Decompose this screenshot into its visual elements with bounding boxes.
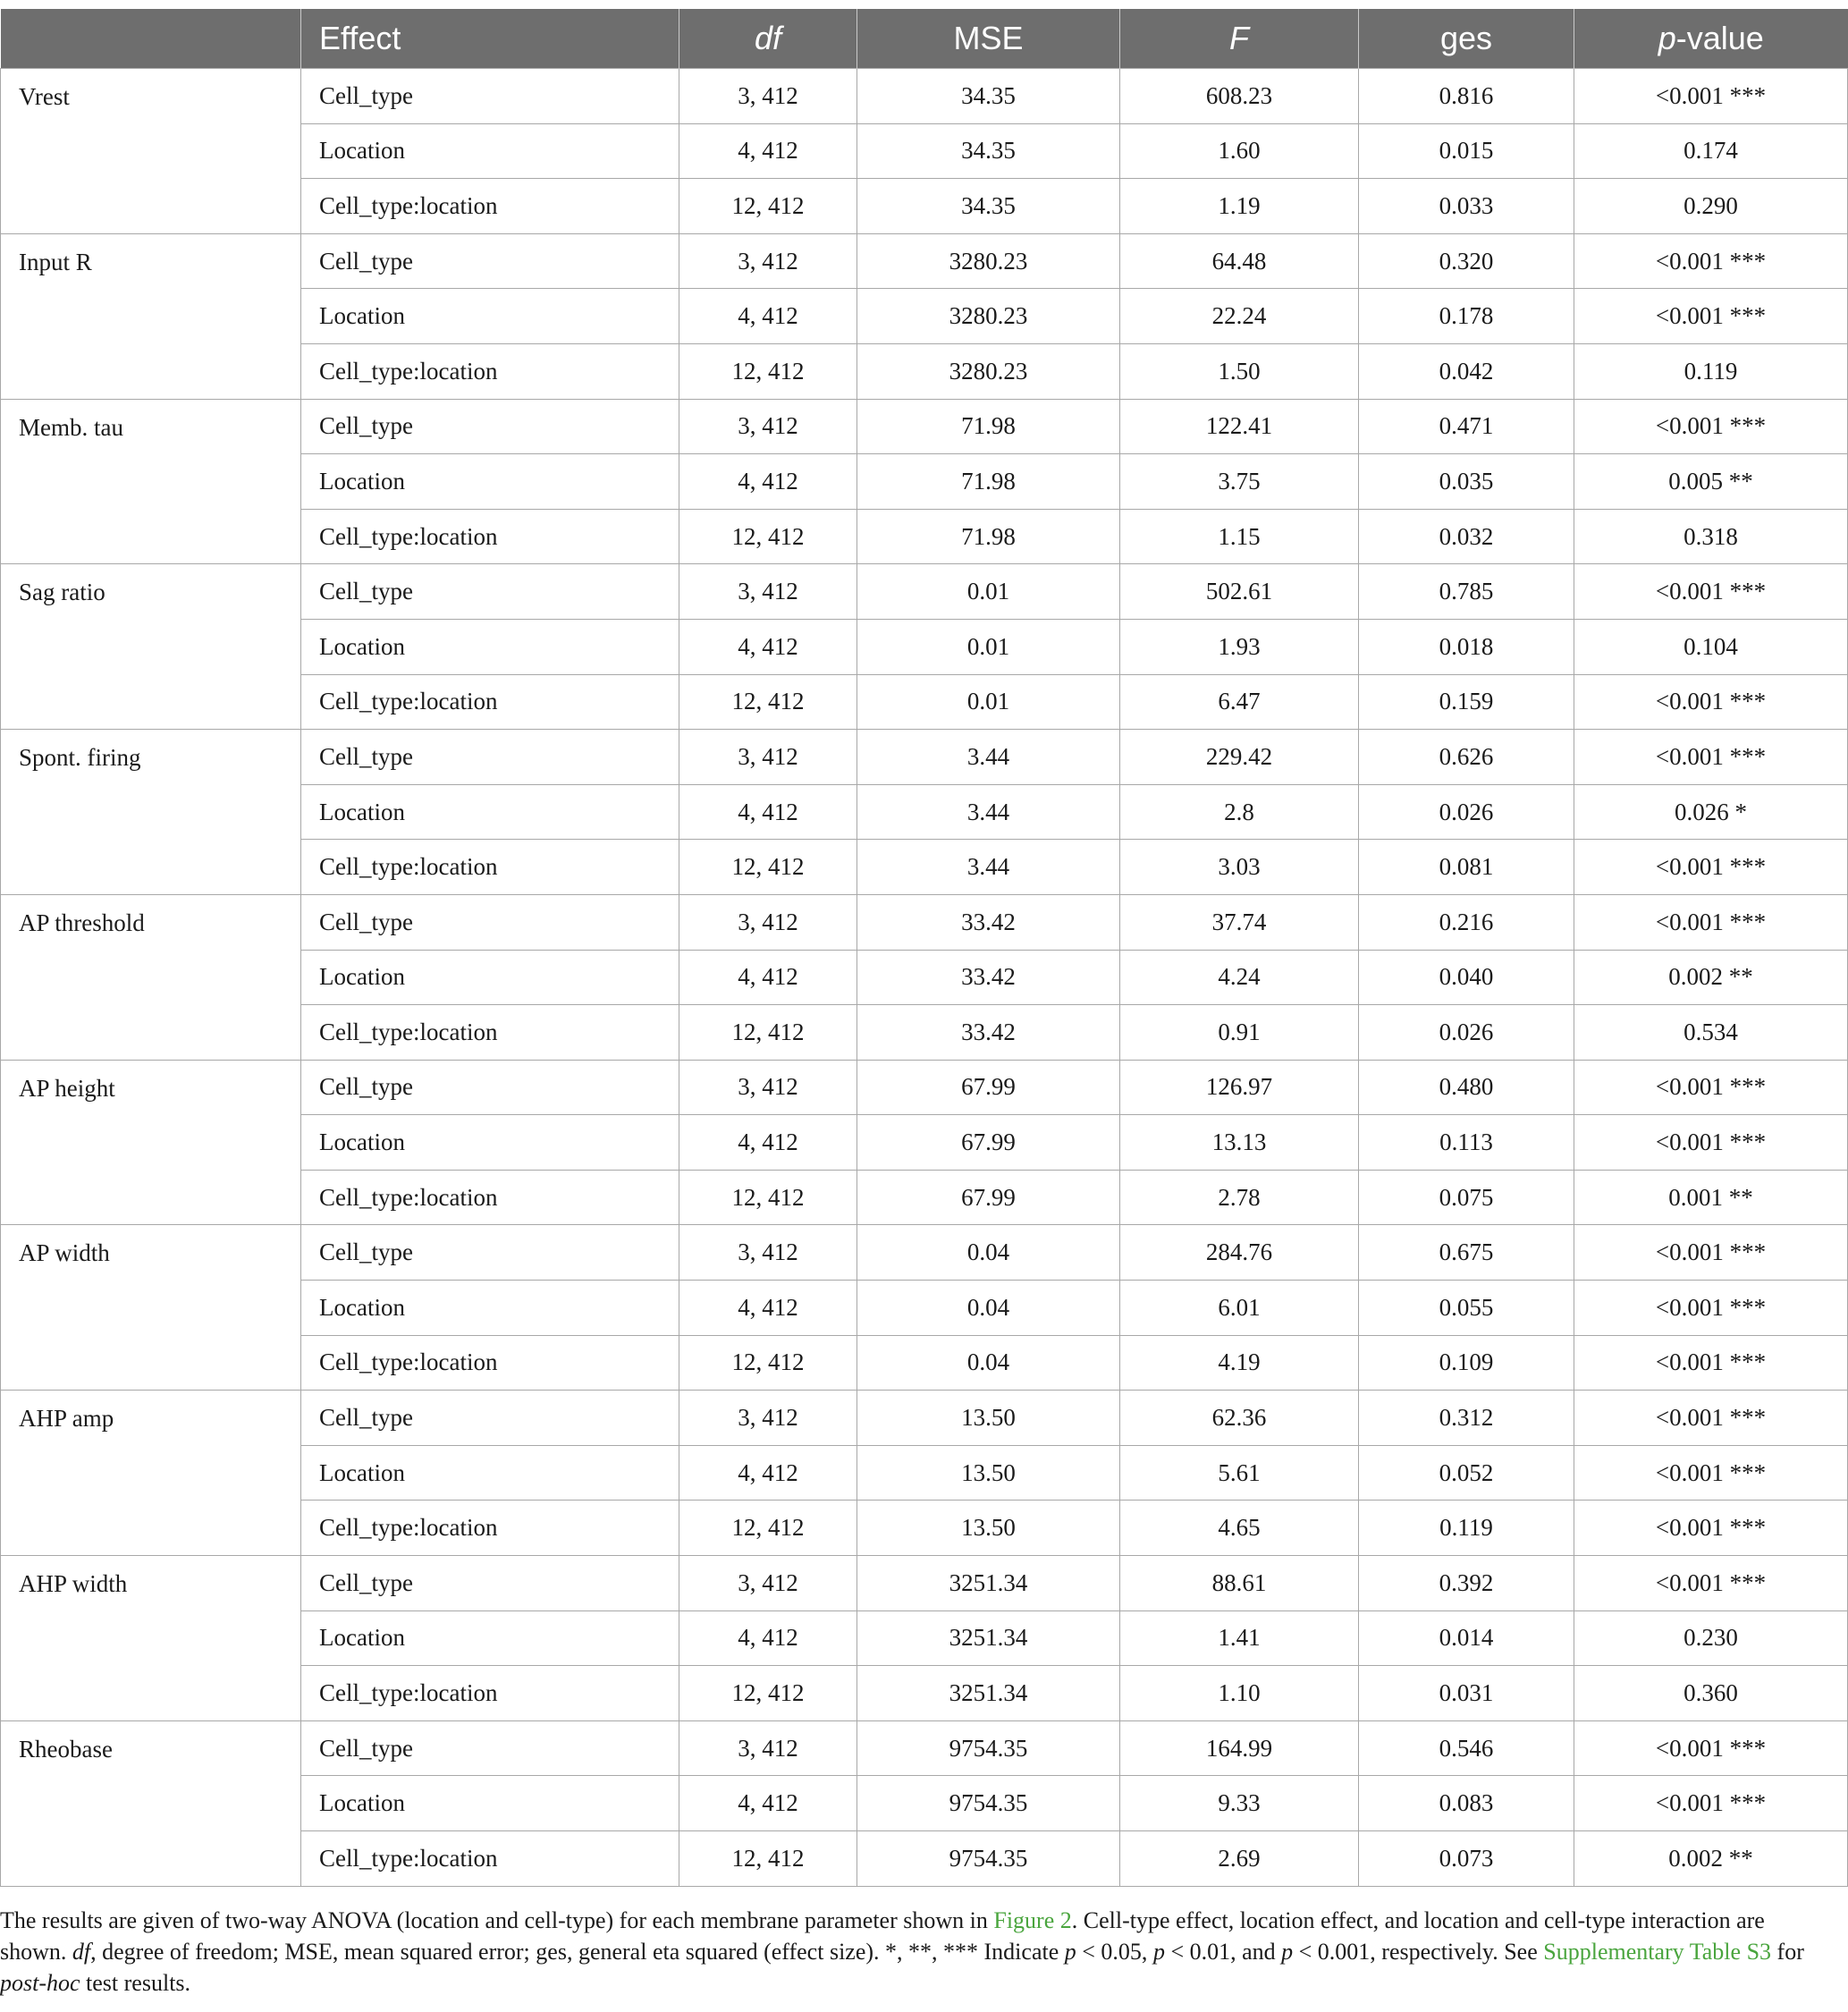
- effect-cell: Location: [301, 950, 679, 1005]
- mse-cell: 3.44: [857, 840, 1120, 895]
- f-cell: 13.13: [1120, 1115, 1359, 1171]
- table-row: [1, 69, 1848, 124]
- ges-cell: 0.026: [1359, 784, 1574, 840]
- mse-cell: 3280.23: [857, 233, 1120, 289]
- p-value-cell: 0.002 **: [1574, 950, 1848, 1005]
- df-cell: 12, 412: [679, 1831, 857, 1887]
- ges-cell: 0.042: [1359, 343, 1574, 399]
- f-cell: 0.91: [1120, 1005, 1359, 1061]
- f-cell: 3.75: [1120, 454, 1359, 510]
- effect-cell: Cell_type: [301, 1391, 679, 1446]
- df-cell: 12, 412: [679, 1501, 857, 1556]
- f-cell: 122.41: [1120, 399, 1359, 454]
- mse-cell: 34.35: [857, 123, 1120, 179]
- header-p-suffix: -value: [1675, 20, 1764, 56]
- f-cell: 1.93: [1120, 619, 1359, 674]
- effect-cell: Cell_type:location: [301, 1335, 679, 1391]
- table-row: [1, 1556, 1848, 1611]
- mse-cell: 71.98: [857, 509, 1120, 564]
- effect-cell: Cell_type:location: [301, 1501, 679, 1556]
- header-f: [1120, 9, 1359, 69]
- mse-cell: 3280.23: [857, 289, 1120, 344]
- df-cell: 3, 412: [679, 894, 857, 950]
- df-cell: 12, 412: [679, 1335, 857, 1391]
- f-cell: 2.8: [1120, 784, 1359, 840]
- p-value-cell: <0.001 ***: [1574, 564, 1848, 620]
- ges-cell: 0.113: [1359, 1115, 1574, 1171]
- df-cell: 3, 412: [679, 399, 857, 454]
- effect-cell: Cell_type: [301, 69, 679, 124]
- ges-cell: 0.015: [1359, 123, 1574, 179]
- p-value-cell: 0.360: [1574, 1666, 1848, 1721]
- f-cell: 1.15: [1120, 509, 1359, 564]
- mse-cell: 9754.35: [857, 1720, 1120, 1776]
- p-value-cell: <0.001 ***: [1574, 1445, 1848, 1501]
- parameter-cell: AHP amp: [1, 1391, 301, 1556]
- df-cell: 12, 412: [679, 1666, 857, 1721]
- df-cell: 3, 412: [679, 69, 857, 124]
- effect-cell: Cell_type: [301, 894, 679, 950]
- parameter-cell: AHP width: [1, 1556, 301, 1721]
- df-cell: 4, 412: [679, 1776, 857, 1831]
- df-cell: 12, 412: [679, 1170, 857, 1225]
- mse-cell: 3.44: [857, 784, 1120, 840]
- caption-italic: p: [1064, 1939, 1076, 1965]
- f-cell: 4.24: [1120, 950, 1359, 1005]
- effect-cell: Location: [301, 1445, 679, 1501]
- df-cell: 12, 412: [679, 509, 857, 564]
- caption-text: for: [1771, 1939, 1804, 1965]
- f-cell: 2.69: [1120, 1831, 1359, 1887]
- p-value-cell: <0.001 ***: [1574, 730, 1848, 785]
- mse-cell: 9754.35: [857, 1776, 1120, 1831]
- caption-italic: post-hoc: [0, 1970, 80, 1996]
- ges-cell: 0.178: [1359, 289, 1574, 344]
- caption-text: test results.: [80, 1970, 191, 1996]
- df-cell: 4, 412: [679, 1610, 857, 1666]
- effect-cell: Cell_type: [301, 1060, 679, 1115]
- p-value-cell: 0.104: [1574, 619, 1848, 674]
- ges-cell: 0.159: [1359, 674, 1574, 730]
- p-value-cell: <0.001 ***: [1574, 674, 1848, 730]
- table-row: [1, 730, 1848, 785]
- ges-cell: 0.052: [1359, 1445, 1574, 1501]
- effect-cell: Cell_type:location: [301, 179, 679, 234]
- mse-cell: 3.44: [857, 730, 1120, 785]
- caption-text: , degree of freedom; MSE, mean squared error; ges, general eta squared (effect size). *, **, *** Indicate: [90, 1939, 1065, 1965]
- header-mse-label: MSE: [953, 20, 1024, 56]
- p-value-cell: 0.001 **: [1574, 1170, 1848, 1225]
- mse-cell: 0.04: [857, 1225, 1120, 1281]
- p-value-cell: 0.005 **: [1574, 454, 1848, 510]
- p-value-cell: 0.002 **: [1574, 1831, 1848, 1887]
- f-cell: 608.23: [1120, 69, 1359, 124]
- df-cell: 3, 412: [679, 233, 857, 289]
- effect-cell: Cell_type: [301, 1556, 679, 1611]
- df-cell: 4, 412: [679, 1115, 857, 1171]
- ges-cell: 0.546: [1359, 1720, 1574, 1776]
- effect-cell: Location: [301, 1776, 679, 1831]
- mse-cell: 13.50: [857, 1445, 1120, 1501]
- p-value-cell: <0.001 ***: [1574, 1225, 1848, 1281]
- ges-cell: 0.040: [1359, 950, 1574, 1005]
- df-cell: 4, 412: [679, 1445, 857, 1501]
- effect-cell: Cell_type: [301, 564, 679, 620]
- ges-cell: 0.032: [1359, 509, 1574, 564]
- caption-italic: p: [1152, 1939, 1165, 1965]
- effect-cell: Cell_type:location: [301, 509, 679, 564]
- mse-cell: 0.01: [857, 619, 1120, 674]
- ges-cell: 0.031: [1359, 1666, 1574, 1721]
- effect-cell: Cell_type:location: [301, 674, 679, 730]
- table-row: [1, 1225, 1848, 1281]
- df-cell: 3, 412: [679, 1060, 857, 1115]
- mse-cell: 71.98: [857, 454, 1120, 510]
- header-effect: [301, 9, 679, 69]
- f-cell: 9.33: [1120, 1776, 1359, 1831]
- header-mse: [857, 9, 1120, 69]
- df-cell: 4, 412: [679, 454, 857, 510]
- ges-cell: 0.018: [1359, 619, 1574, 674]
- f-cell: 4.65: [1120, 1501, 1359, 1556]
- mse-cell: 3251.34: [857, 1610, 1120, 1666]
- caption-link[interactable]: Supplementary Table S3: [1543, 1939, 1772, 1965]
- header-f-label: F: [1229, 20, 1249, 56]
- df-cell: 4, 412: [679, 619, 857, 674]
- header-row: [1, 9, 1848, 69]
- f-cell: 64.48: [1120, 233, 1359, 289]
- f-cell: 6.01: [1120, 1281, 1359, 1336]
- df-cell: 4, 412: [679, 123, 857, 179]
- effect-cell: Cell_type: [301, 399, 679, 454]
- parameter-cell: AP width: [1, 1225, 301, 1391]
- caption-italic: df: [72, 1939, 91, 1965]
- parameter-cell: Memb. tau: [1, 399, 301, 564]
- effect-cell: Cell_type:location: [301, 1666, 679, 1721]
- mse-cell: 71.98: [857, 399, 1120, 454]
- ges-cell: 0.392: [1359, 1556, 1574, 1611]
- caption-text: < 0.001, respectively. See: [1293, 1939, 1544, 1965]
- df-cell: 12, 412: [679, 1005, 857, 1061]
- f-cell: 37.74: [1120, 894, 1359, 950]
- ges-cell: 0.033: [1359, 179, 1574, 234]
- parameter-cell: Rheobase: [1, 1720, 301, 1886]
- table-row: [1, 894, 1848, 950]
- caption-text: < 0.01, and: [1164, 1939, 1282, 1965]
- ges-cell: 0.119: [1359, 1501, 1574, 1556]
- parameter-cell: Sag ratio: [1, 564, 301, 730]
- effect-cell: Location: [301, 1281, 679, 1336]
- effect-cell: Cell_type:location: [301, 343, 679, 399]
- table-row: [1, 1391, 1848, 1446]
- f-cell: 22.24: [1120, 289, 1359, 344]
- effect-cell: Cell_type:location: [301, 1005, 679, 1061]
- f-cell: 3.03: [1120, 840, 1359, 895]
- mse-cell: 34.35: [857, 69, 1120, 124]
- p-value-cell: <0.001 ***: [1574, 1281, 1848, 1336]
- ges-cell: 0.014: [1359, 1610, 1574, 1666]
- ges-cell: 0.035: [1359, 454, 1574, 510]
- p-value-cell: <0.001 ***: [1574, 1720, 1848, 1776]
- ges-cell: 0.055: [1359, 1281, 1574, 1336]
- p-value-cell: 0.534: [1574, 1005, 1848, 1061]
- mse-cell: 0.01: [857, 564, 1120, 620]
- f-cell: 1.19: [1120, 179, 1359, 234]
- df-cell: 3, 412: [679, 1391, 857, 1446]
- effect-cell: Cell_type: [301, 1720, 679, 1776]
- f-cell: 284.76: [1120, 1225, 1359, 1281]
- mse-cell: 67.99: [857, 1170, 1120, 1225]
- p-value-cell: <0.001 ***: [1574, 894, 1848, 950]
- df-cell: 3, 412: [679, 564, 857, 620]
- df-cell: 12, 412: [679, 840, 857, 895]
- effect-cell: Location: [301, 1115, 679, 1171]
- table-row: [1, 1060, 1848, 1115]
- ges-cell: 0.109: [1359, 1335, 1574, 1391]
- effect-cell: Cell_type: [301, 730, 679, 785]
- ges-cell: 0.081: [1359, 840, 1574, 895]
- ges-cell: 0.626: [1359, 730, 1574, 785]
- header-df-label: df: [754, 20, 782, 56]
- parameter-cell: Spont. firing: [1, 730, 301, 895]
- effect-cell: Location: [301, 289, 679, 344]
- p-value-cell: <0.001 ***: [1574, 1391, 1848, 1446]
- table-row: [1, 1720, 1848, 1776]
- page: [0, 9, 1847, 1996]
- ges-cell: 0.320: [1359, 233, 1574, 289]
- df-cell: 3, 412: [679, 1225, 857, 1281]
- df-cell: 4, 412: [679, 950, 857, 1005]
- effect-cell: Location: [301, 454, 679, 510]
- p-value-cell: <0.001 ***: [1574, 1335, 1848, 1391]
- p-value-cell: <0.001 ***: [1574, 1501, 1848, 1556]
- f-cell: 229.42: [1120, 730, 1359, 785]
- df-cell: 4, 412: [679, 784, 857, 840]
- f-cell: 502.61: [1120, 564, 1359, 620]
- f-cell: 1.41: [1120, 1610, 1359, 1666]
- f-cell: 4.19: [1120, 1335, 1359, 1391]
- effect-cell: Cell_type:location: [301, 1170, 679, 1225]
- df-cell: 4, 412: [679, 1281, 857, 1336]
- header-parameter: [1, 9, 301, 69]
- p-value-cell: <0.001 ***: [1574, 399, 1848, 454]
- effect-cell: Location: [301, 619, 679, 674]
- mse-cell: 0.04: [857, 1281, 1120, 1336]
- ges-cell: 0.312: [1359, 1391, 1574, 1446]
- ges-cell: 0.083: [1359, 1776, 1574, 1831]
- effect-cell: Location: [301, 1610, 679, 1666]
- mse-cell: 67.99: [857, 1115, 1120, 1171]
- parameter-cell: AP height: [1, 1060, 301, 1225]
- f-cell: 6.47: [1120, 674, 1359, 730]
- mse-cell: 0.04: [857, 1335, 1120, 1391]
- f-cell: 88.61: [1120, 1556, 1359, 1611]
- df-cell: 12, 412: [679, 343, 857, 399]
- f-cell: 2.78: [1120, 1170, 1359, 1225]
- caption-text: . Cell-type effect, location effect, and location and cell-type interaction are shown.: [0, 1907, 1765, 1965]
- parameter-cell: Vrest: [1, 69, 301, 234]
- table-row: [1, 233, 1848, 289]
- mse-cell: 3251.34: [857, 1556, 1120, 1611]
- ges-cell: 0.216: [1359, 894, 1574, 950]
- p-value-cell: 0.290: [1574, 179, 1848, 234]
- f-cell: 1.10: [1120, 1666, 1359, 1721]
- mse-cell: 33.42: [857, 1005, 1120, 1061]
- ges-cell: 0.785: [1359, 564, 1574, 620]
- f-cell: 164.99: [1120, 1720, 1359, 1776]
- caption-link[interactable]: Figure 2: [993, 1907, 1072, 1933]
- header-effect-label: Effect: [319, 20, 401, 56]
- anova-table: [0, 9, 1848, 1887]
- mse-cell: 3251.34: [857, 1666, 1120, 1721]
- table-row: [1, 564, 1848, 620]
- mse-cell: 9754.35: [857, 1831, 1120, 1887]
- effect-cell: Location: [301, 123, 679, 179]
- table-caption: [0, 1905, 1824, 1999]
- p-value-cell: <0.001 ***: [1574, 1556, 1848, 1611]
- header-p-value: [1574, 9, 1848, 69]
- p-value-cell: 0.026 *: [1574, 784, 1848, 840]
- mse-cell: 67.99: [857, 1060, 1120, 1115]
- ges-cell: 0.816: [1359, 69, 1574, 124]
- f-cell: 5.61: [1120, 1445, 1359, 1501]
- mse-cell: 3280.23: [857, 343, 1120, 399]
- mse-cell: 34.35: [857, 179, 1120, 234]
- effect-cell: Cell_type:location: [301, 840, 679, 895]
- p-value-cell: 0.174: [1574, 123, 1848, 179]
- effect-cell: Cell_type:location: [301, 1831, 679, 1887]
- df-cell: 12, 412: [679, 179, 857, 234]
- ges-cell: 0.480: [1359, 1060, 1574, 1115]
- f-cell: 1.60: [1120, 123, 1359, 179]
- parameter-cell: AP threshold: [1, 894, 301, 1060]
- effect-cell: Location: [301, 784, 679, 840]
- df-cell: 3, 412: [679, 1556, 857, 1611]
- parameter-cell: Input R: [1, 233, 301, 399]
- ges-cell: 0.073: [1359, 1831, 1574, 1887]
- ges-cell: 0.026: [1359, 1005, 1574, 1061]
- p-value-cell: 0.318: [1574, 509, 1848, 564]
- mse-cell: 33.42: [857, 894, 1120, 950]
- header-ges-label: ges: [1439, 20, 1493, 56]
- p-value-cell: <0.001 ***: [1574, 233, 1848, 289]
- f-cell: 62.36: [1120, 1391, 1359, 1446]
- df-cell: 12, 412: [679, 674, 857, 730]
- effect-cell: Cell_type: [301, 1225, 679, 1281]
- caption-italic: p: [1281, 1939, 1294, 1965]
- p-value-cell: <0.001 ***: [1574, 289, 1848, 344]
- mse-cell: 33.42: [857, 950, 1120, 1005]
- header-ges: [1359, 9, 1574, 69]
- header-df: [679, 9, 857, 69]
- table-row: [1, 399, 1848, 454]
- p-value-cell: 0.119: [1574, 343, 1848, 399]
- p-value-cell: 0.230: [1574, 1610, 1848, 1666]
- p-value-cell: <0.001 ***: [1574, 1060, 1848, 1115]
- mse-cell: 13.50: [857, 1391, 1120, 1446]
- f-cell: 126.97: [1120, 1060, 1359, 1115]
- mse-cell: 0.01: [857, 674, 1120, 730]
- p-value-cell: <0.001 ***: [1574, 1115, 1848, 1171]
- effect-cell: Cell_type: [301, 233, 679, 289]
- df-cell: 4, 412: [679, 289, 857, 344]
- ges-cell: 0.471: [1359, 399, 1574, 454]
- caption-text: The results are given of two-way ANOVA (location and cell-type) for each membrane parameter shown in: [0, 1907, 994, 1933]
- header-p-italic: p: [1658, 20, 1676, 56]
- ges-cell: 0.675: [1359, 1225, 1574, 1281]
- f-cell: 1.50: [1120, 343, 1359, 399]
- ges-cell: 0.075: [1359, 1170, 1574, 1225]
- mse-cell: 13.50: [857, 1501, 1120, 1556]
- df-cell: 3, 412: [679, 730, 857, 785]
- df-cell: 3, 412: [679, 1720, 857, 1776]
- p-value-cell: <0.001 ***: [1574, 1776, 1848, 1831]
- p-value-cell: <0.001 ***: [1574, 69, 1848, 124]
- p-value-cell: <0.001 ***: [1574, 840, 1848, 895]
- table-body: [1, 69, 1848, 1887]
- caption-text: < 0.05,: [1076, 1939, 1153, 1965]
